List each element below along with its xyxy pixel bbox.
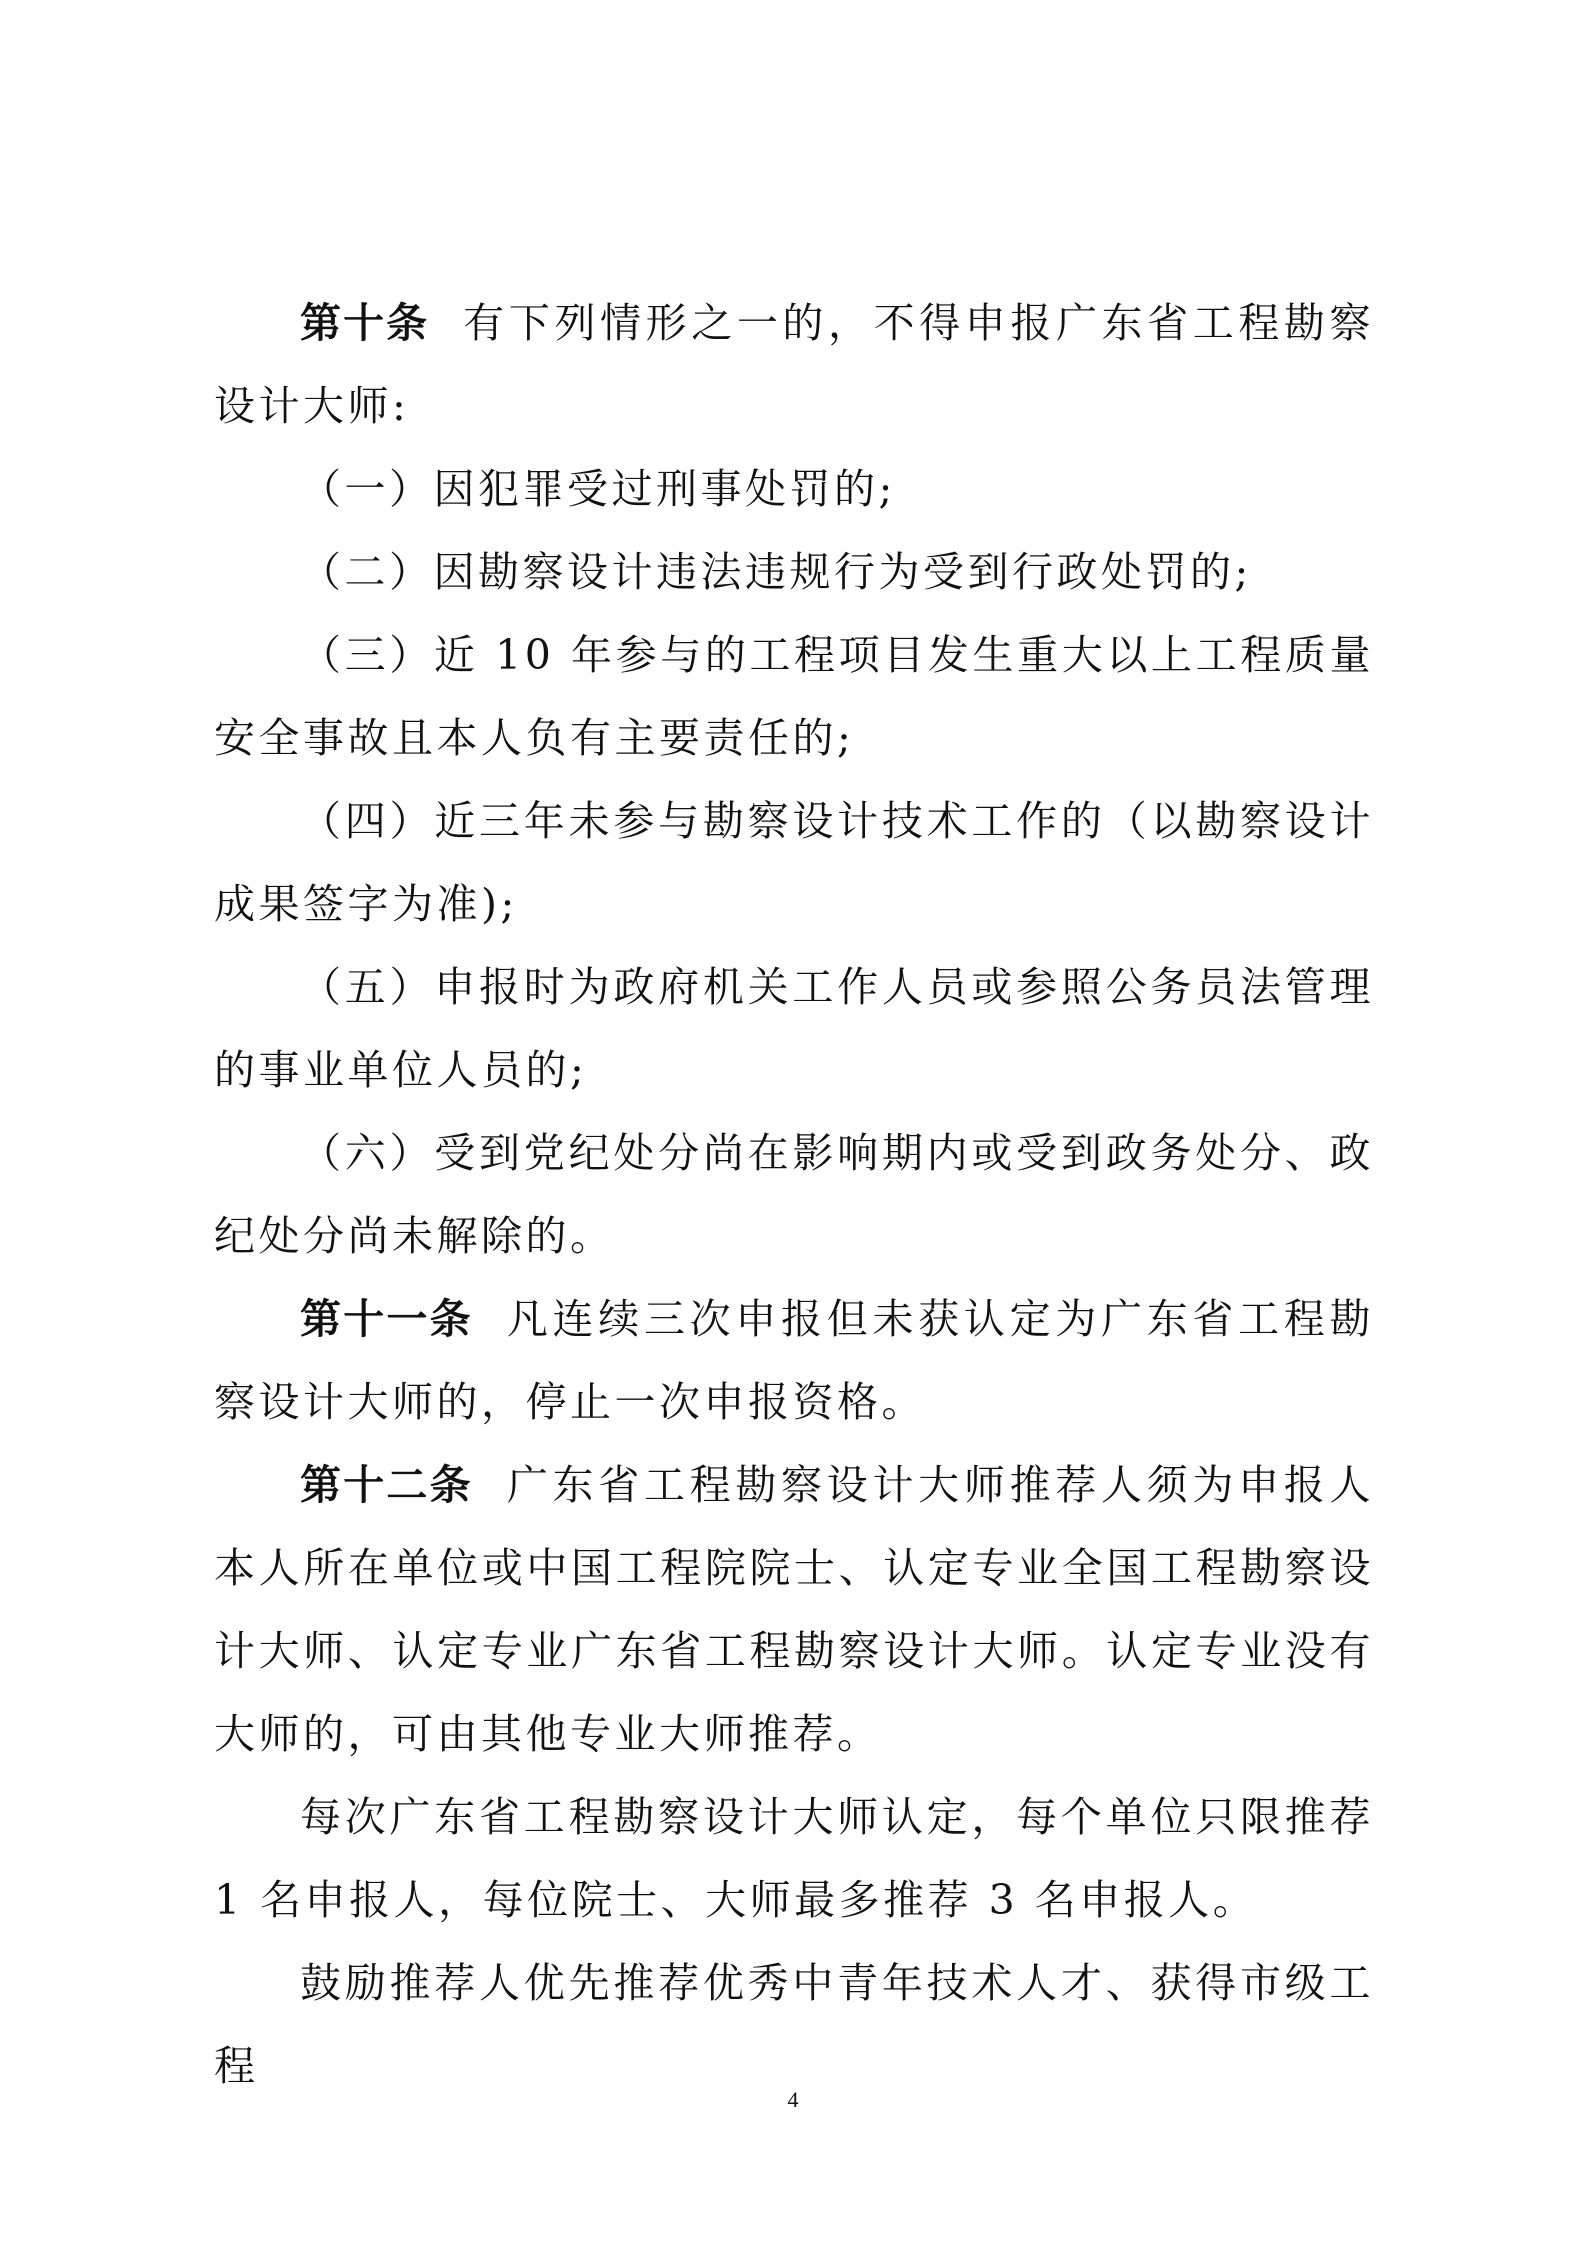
paragraph-article-10 — [214, 282, 1374, 448]
paragraph-text: （六）受到党纪处分尚在影响期内或受到政务处分、政纪处分尚未解除的。 — [214, 1129, 1374, 1260]
paragraph-text: （四）近三年未参与勘察设计技术工作的（以勘察设计成果签字为准); — [214, 797, 1374, 928]
paragraph-text: （一）因犯罪受过刑事处罚的; — [300, 465, 896, 513]
paragraph-text: （五）申报时为政府机关工作人员或参照公务员法管理的事业单位人员的; — [214, 963, 1374, 1094]
paragraph-encourage — [214, 1942, 1374, 2108]
paragraph-text: 鼓励推荐人优先推荐优秀中青年技术人才、获得市级工程 — [214, 1959, 1374, 2090]
document-body — [214, 282, 1374, 2108]
article-heading: 第十条 — [300, 299, 430, 347]
paragraph-text: （二）因勘察设计违法违规行为受到行政处罚的; — [300, 548, 1252, 596]
paragraph-text: 有下列情形之一的，不得申报广东省工程勘察设计大师: — [214, 299, 1375, 430]
paragraph-article-12 — [214, 1444, 1374, 1776]
page-number: 4 — [787, 2087, 799, 2112]
paragraph-text: 广东省工程勘察设计大师推荐人须为申报人本人所在单位或中国工程院院士、认定专业全国工程勘察设计大师、认定专业广东省工程勘察设计大师。认定专业没有大师的，可由其他专业大师推荐。 — [214, 1461, 1375, 1758]
paragraph-text: 凡连续三次申报但未获认定为广东省工程勘察设计大师的，停止一次申报资格。 — [214, 1295, 1375, 1426]
paragraph-item-1 — [214, 448, 1374, 531]
article-heading: 第十二条 — [300, 1461, 473, 1509]
paragraph-item-4 — [214, 780, 1374, 946]
paragraph-item-5 — [214, 946, 1374, 1112]
paragraph-item-2 — [214, 531, 1374, 614]
paragraph-text: （三）近 10 年参与的工程项目发生重大以上工程质量安全事故且本人负有主要责任的; — [214, 631, 1374, 762]
paragraph-item-6 — [214, 1112, 1374, 1278]
paragraph-recommend-limit — [214, 1776, 1374, 1942]
paragraph-item-3 — [214, 614, 1374, 780]
article-heading: 第十一条 — [300, 1295, 473, 1343]
paragraph-text: 每次广东省工程勘察设计大师认定，每个单位只限推荐 1 名申报人，每位院士、大师最多推荐 3 名申报人。 — [214, 1793, 1374, 1924]
paragraph-article-11 — [214, 1278, 1374, 1444]
